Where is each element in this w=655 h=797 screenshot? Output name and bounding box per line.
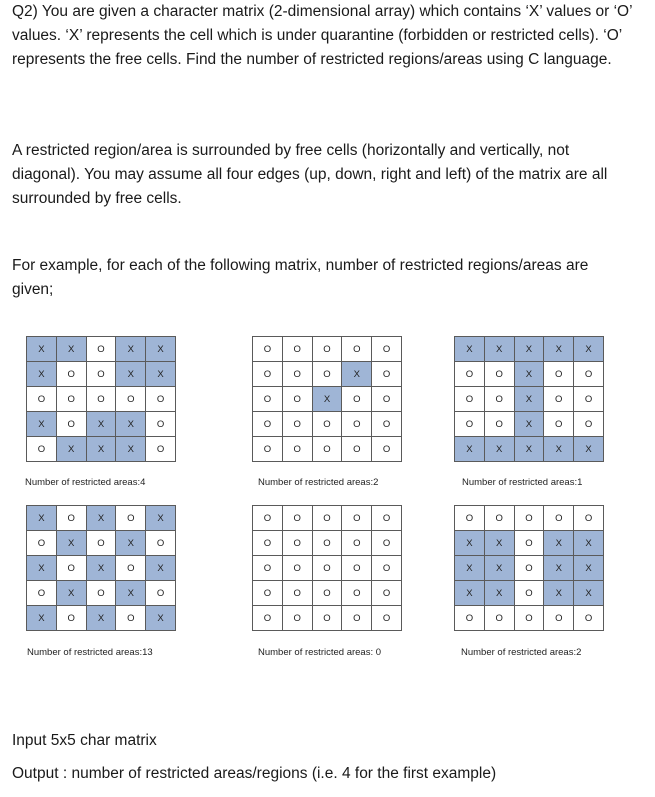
free-cell: O [342, 581, 372, 606]
free-cell: O [312, 412, 342, 437]
free-cell: O [282, 606, 312, 631]
free-cell: O [342, 531, 372, 556]
free-cell: O [312, 337, 342, 362]
free-cell: O [146, 412, 176, 437]
restricted-cell: X [514, 412, 544, 437]
restricted-cell: X [455, 531, 485, 556]
restricted-cell: X [146, 606, 176, 631]
free-cell: O [253, 337, 283, 362]
matrix-row [253, 506, 402, 531]
free-cell: O [574, 387, 604, 412]
free-cell: O [86, 531, 116, 556]
restricted-cell: X [116, 337, 146, 362]
matrix-row [455, 387, 604, 412]
free-cell: O [146, 387, 176, 412]
output-spec: Output : number of restricted areas/regions (i.e. 4 for the first example) [12, 765, 497, 782]
free-cell: O [56, 362, 86, 387]
restricted-cell: X [116, 362, 146, 387]
free-cell: O [455, 362, 485, 387]
matrix-6 [454, 505, 604, 631]
restricted-cell: X [455, 337, 485, 362]
restricted-cell: X [544, 581, 574, 606]
matrix-row [27, 556, 176, 581]
restricted-cell: X [27, 506, 57, 531]
free-cell: O [372, 412, 402, 437]
matrix-row [253, 556, 402, 581]
free-cell: O [312, 556, 342, 581]
question-text: Q2) You are given a character matrix (2-dimensional array) which contains ‘X’ values or ‘O’ values. ‘X’ represents the cell which is under quarantine (forbidden or restricted cells). ‘O’ represents the free cells. Find the number of restricted regions/areas using C language. [12, 3, 632, 68]
free-cell: O [282, 387, 312, 412]
restricted-cell: X [27, 606, 57, 631]
free-cell: O [342, 437, 372, 462]
free-cell: O [27, 387, 57, 412]
matrix-row [253, 581, 402, 606]
free-cell: O [514, 506, 544, 531]
free-cell: O [312, 531, 342, 556]
restricted-cell: X [574, 337, 604, 362]
free-cell: O [574, 506, 604, 531]
matrix-row [27, 362, 176, 387]
free-cell: O [253, 581, 283, 606]
free-cell: O [372, 437, 402, 462]
restricted-cell: X [86, 506, 116, 531]
free-cell: O [484, 362, 514, 387]
restricted-cell: X [514, 437, 544, 462]
free-cell: O [253, 387, 283, 412]
free-cell: O [56, 606, 86, 631]
free-cell: O [146, 581, 176, 606]
restricted-cell: X [455, 437, 485, 462]
definition-text: A restricted region/area is surrounded by free cells (horizontally and vertically, not diagonal). You may assume all four edges (up, down, right and left) of the matrix are all surrounded by free cells. [12, 142, 608, 207]
restricted-cell: X [116, 437, 146, 462]
free-cell: O [455, 606, 485, 631]
free-cell: O [312, 506, 342, 531]
free-cell: O [372, 337, 402, 362]
free-cell: O [282, 437, 312, 462]
free-cell: O [253, 606, 283, 631]
free-cell: O [116, 506, 146, 531]
free-cell: O [342, 337, 372, 362]
matrix-row [455, 437, 604, 462]
restricted-cell: X [484, 531, 514, 556]
free-cell: O [372, 581, 402, 606]
restricted-cell: X [574, 581, 604, 606]
restricted-cell: X [544, 531, 574, 556]
free-cell: O [253, 531, 283, 556]
restricted-cell: X [27, 556, 57, 581]
free-cell: O [514, 531, 544, 556]
restricted-cell: X [56, 437, 86, 462]
matrix-row [455, 412, 604, 437]
free-cell: O [282, 581, 312, 606]
free-cell: O [455, 387, 485, 412]
free-cell: O [146, 531, 176, 556]
restricted-cell: X [312, 387, 342, 412]
restricted-cell: X [27, 337, 57, 362]
restricted-cell: X [544, 556, 574, 581]
matrix-row [455, 606, 604, 631]
free-cell: O [484, 387, 514, 412]
restricted-cell: X [86, 437, 116, 462]
free-cell: O [312, 437, 342, 462]
restricted-cell: X [86, 412, 116, 437]
matrix-4 [26, 505, 176, 631]
free-cell: O [574, 606, 604, 631]
matrix-row [253, 362, 402, 387]
restricted-cell: X [455, 581, 485, 606]
free-cell: O [312, 606, 342, 631]
matrix-6-caption: Number of restricted areas:2 [461, 647, 582, 658]
free-cell: O [27, 531, 57, 556]
free-cell: O [27, 581, 57, 606]
matrix-row [253, 412, 402, 437]
free-cell: O [282, 412, 312, 437]
restricted-cell: X [514, 387, 544, 412]
restricted-cell: X [574, 556, 604, 581]
restricted-cell: X [514, 362, 544, 387]
restricted-cell: X [484, 556, 514, 581]
restricted-cell: X [342, 362, 372, 387]
restricted-cell: X [146, 506, 176, 531]
free-cell: O [56, 387, 86, 412]
free-cell: O [282, 556, 312, 581]
matrix-1-caption: Number of restricted areas:4 [25, 477, 146, 488]
restricted-cell: X [484, 437, 514, 462]
matrix-row [455, 581, 604, 606]
restricted-cell: X [27, 362, 57, 387]
free-cell: O [27, 437, 57, 462]
matrix-row [455, 337, 604, 362]
free-cell: O [56, 506, 86, 531]
restricted-cell: X [455, 556, 485, 581]
restricted-cell: X [146, 556, 176, 581]
restricted-cell: X [56, 581, 86, 606]
matrix-row [27, 387, 176, 412]
free-cell: O [253, 556, 283, 581]
free-cell: O [372, 362, 402, 387]
free-cell: O [372, 556, 402, 581]
free-cell: O [253, 362, 283, 387]
free-cell: O [574, 362, 604, 387]
matrix-row [27, 437, 176, 462]
matrix-row [253, 606, 402, 631]
matrix-row [27, 506, 176, 531]
free-cell: O [544, 506, 574, 531]
free-cell: O [116, 606, 146, 631]
free-cell: O [342, 387, 372, 412]
matrix-row [455, 531, 604, 556]
free-cell: O [56, 556, 86, 581]
free-cell: O [455, 506, 485, 531]
free-cell: O [574, 412, 604, 437]
free-cell: O [544, 362, 574, 387]
free-cell: O [312, 581, 342, 606]
restricted-cell: X [544, 437, 574, 462]
free-cell: O [86, 387, 116, 412]
free-cell: O [342, 606, 372, 631]
matrix-row [253, 387, 402, 412]
restricted-cell: X [116, 412, 146, 437]
free-cell: O [116, 556, 146, 581]
restricted-cell: X [86, 606, 116, 631]
restricted-cell: X [484, 337, 514, 362]
free-cell: O [342, 556, 372, 581]
restricted-cell: X [56, 531, 86, 556]
free-cell: O [484, 412, 514, 437]
matrix-3 [454, 336, 604, 462]
free-cell: O [86, 337, 116, 362]
free-cell: O [544, 387, 574, 412]
restricted-cell: X [544, 337, 574, 362]
free-cell: O [544, 606, 574, 631]
free-cell: O [253, 437, 283, 462]
free-cell: O [372, 387, 402, 412]
matrix-row [455, 362, 604, 387]
matrix-row [455, 556, 604, 581]
free-cell: O [514, 556, 544, 581]
matrix-1 [26, 336, 176, 462]
free-cell: O [86, 362, 116, 387]
example-intro-text: For example, for each of the following matrix, number of restricted regions/areas are given; [12, 257, 589, 298]
restricted-cell: X [146, 362, 176, 387]
free-cell: O [146, 437, 176, 462]
restricted-cell: X [574, 531, 604, 556]
restricted-cell: X [116, 531, 146, 556]
matrix-row [27, 337, 176, 362]
free-cell: O [282, 506, 312, 531]
matrix-row [27, 581, 176, 606]
restricted-cell: X [27, 412, 57, 437]
matrix-2 [252, 336, 402, 462]
free-cell: O [514, 606, 544, 631]
free-cell: O [116, 387, 146, 412]
restricted-cell: X [86, 556, 116, 581]
free-cell: O [514, 581, 544, 606]
free-cell: O [372, 606, 402, 631]
free-cell: O [312, 362, 342, 387]
free-cell: O [372, 531, 402, 556]
matrix-row [27, 412, 176, 437]
matrix-row [253, 337, 402, 362]
free-cell: O [484, 506, 514, 531]
free-cell: O [253, 412, 283, 437]
restricted-cell: X [56, 337, 86, 362]
restricted-cell: X [484, 581, 514, 606]
restricted-cell: X [574, 437, 604, 462]
free-cell: O [56, 412, 86, 437]
free-cell: O [282, 362, 312, 387]
free-cell: O [342, 506, 372, 531]
free-cell: O [342, 412, 372, 437]
free-cell: O [253, 506, 283, 531]
free-cell: O [282, 337, 312, 362]
matrix-5-caption: Number of restricted areas: 0 [258, 647, 382, 658]
input-spec: Input 5x5 char matrix [12, 732, 157, 749]
matrix-row [27, 606, 176, 631]
restricted-cell: X [116, 581, 146, 606]
matrix-row [455, 506, 604, 531]
free-cell: O [484, 606, 514, 631]
matrix-3-caption: Number of restricted areas:1 [462, 477, 583, 488]
matrix-row [27, 531, 176, 556]
matrix-row [253, 531, 402, 556]
matrix-5 [252, 505, 402, 631]
free-cell: O [372, 506, 402, 531]
restricted-cell: X [514, 337, 544, 362]
restricted-cell: X [146, 337, 176, 362]
matrix-row [253, 437, 402, 462]
free-cell: O [282, 531, 312, 556]
free-cell: O [455, 412, 485, 437]
matrix-2-caption: Number of restricted areas:2 [258, 477, 379, 488]
matrix-4-caption: Number of restricted areas:13 [27, 647, 153, 658]
free-cell: O [544, 412, 574, 437]
free-cell: O [86, 581, 116, 606]
